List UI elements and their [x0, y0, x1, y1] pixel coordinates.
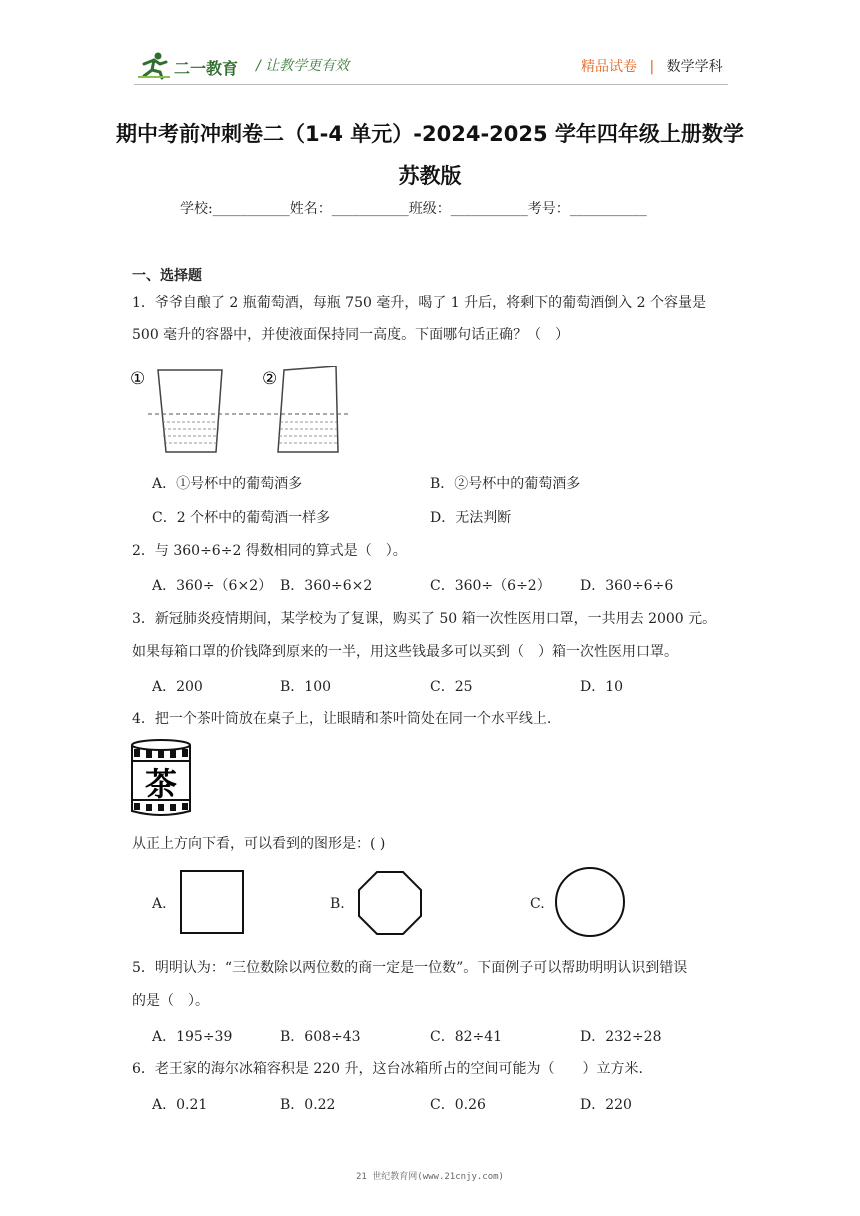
q6-text: 6．老王家的海尔冰箱容积是 220 升，这台冰箱所占的空间可能为（ ）立方米.	[132, 1061, 643, 1077]
q4-option-a-label[interactable]: A.	[152, 896, 167, 912]
section-heading: 一、选择题	[132, 268, 202, 284]
q2-option-d[interactable]: D．360÷6÷6	[580, 578, 674, 594]
q1-cups-figure	[130, 366, 352, 462]
page-title: 期中考前冲刺卷二（1-4 单元）-2024-2025 学年四年级上册数学	[116, 122, 744, 146]
tea-can-figure	[130, 739, 192, 819]
q2-option-b[interactable]: B．360÷6×2	[280, 578, 373, 594]
q5-text-line1: 5．明明认为：“三位数除以两位数的商一定是一位数”。下面例子可以帮助明明认识到错误	[132, 960, 688, 976]
logo	[136, 50, 242, 80]
student-info-line: 学校:___________姓名：___________班级：___________考号：___________	[180, 201, 647, 217]
q1-option-c[interactable]: C．2 个杯中的葡萄酒一样多	[152, 510, 331, 526]
q1-text-line1: 1．爷爷自酿了 2 瓶葡萄酒，每瓶 750 毫升，喝了 1 升后，将剩下的葡萄酒倒入 2 个容量是	[132, 295, 706, 311]
header-rule	[134, 84, 728, 85]
q5-option-b[interactable]: B．608÷43	[280, 1029, 361, 1045]
q3-option-d[interactable]: D．10	[580, 679, 624, 695]
q2-option-c[interactable]: C．360÷（6÷2）	[430, 578, 551, 594]
label-premium: 精品试卷	[581, 59, 637, 75]
q1-option-d[interactable]: D．无法判断	[430, 510, 512, 526]
q3-option-b[interactable]: B．100	[280, 679, 332, 695]
cup1-label: ①	[130, 369, 146, 389]
q6-option-d[interactable]: D．220	[580, 1097, 632, 1113]
circle-shape[interactable]	[554, 866, 626, 938]
q3-option-c[interactable]: C．25	[430, 679, 473, 695]
page-footer[interactable]: 21 世纪教育网(www.21cnjy.com)	[356, 1172, 504, 1182]
cup1-shape	[158, 370, 222, 452]
q3-text-line2: 如果每箱口罩的价钱降到原来的一半，用这些钱最多可以买到（ ）箱一次性医用口罩。	[132, 644, 678, 660]
q3-option-a[interactable]: A．200	[152, 679, 203, 695]
q1-text-line2: 500 毫升的容器中，并使液面保持同一高度。下面哪句话正确？（ ）	[132, 327, 570, 343]
q5-option-a[interactable]: A．195÷39	[152, 1029, 233, 1045]
q1-option-b[interactable]: B．②号杯中的葡萄酒多	[430, 476, 581, 492]
q3-text-line1: 3．新冠肺炎疫情期间，某学校为了复课，购买了 50 箱一次性医用口罩，一共用去 2000 元。	[132, 611, 717, 627]
q2-option-a[interactable]: A．360÷（6×2）	[152, 578, 273, 594]
octagon-shape[interactable]	[357, 870, 423, 936]
tea-character: 茶	[144, 765, 178, 803]
page-subtitle: 苏教版	[398, 164, 462, 188]
runner-logo-icon	[136, 50, 172, 80]
q4-text: 4．把一个茶叶筒放在桌子上，让眼睛和茶叶筒处在同一个水平线上.	[132, 711, 552, 727]
q5-text-line2: 的是（ ）。	[132, 993, 209, 1009]
q6-option-b[interactable]: B．0.22	[280, 1097, 336, 1113]
q6-option-c[interactable]: C．0.26	[430, 1097, 486, 1113]
slogan: / 让教学更有效	[256, 58, 350, 74]
cup2-shape	[278, 366, 338, 452]
q5-option-d[interactable]: D．232÷28	[580, 1029, 662, 1045]
q1-option-a[interactable]: A．①号杯中的葡萄酒多	[152, 476, 303, 492]
cup2-label: ②	[262, 369, 278, 389]
brand-name: 二一教育	[174, 59, 239, 78]
q5-option-c[interactable]: C．82÷41	[430, 1029, 503, 1045]
q4-prompt: 从正上方向下看，可以看到的图形是：( )	[132, 836, 386, 852]
header-separator: |	[649, 59, 655, 75]
q2-text: 2．与 360÷6÷2 得数相同的算式是（ ）。	[132, 543, 407, 559]
q4-option-b-label[interactable]: B.	[330, 896, 345, 912]
header-labels	[581, 56, 723, 76]
label-subject: 数学学科	[666, 59, 723, 75]
q4-option-c-label[interactable]: C.	[530, 896, 545, 912]
q6-option-a[interactable]: A．0.21	[152, 1097, 208, 1113]
square-shape[interactable]	[180, 870, 244, 934]
